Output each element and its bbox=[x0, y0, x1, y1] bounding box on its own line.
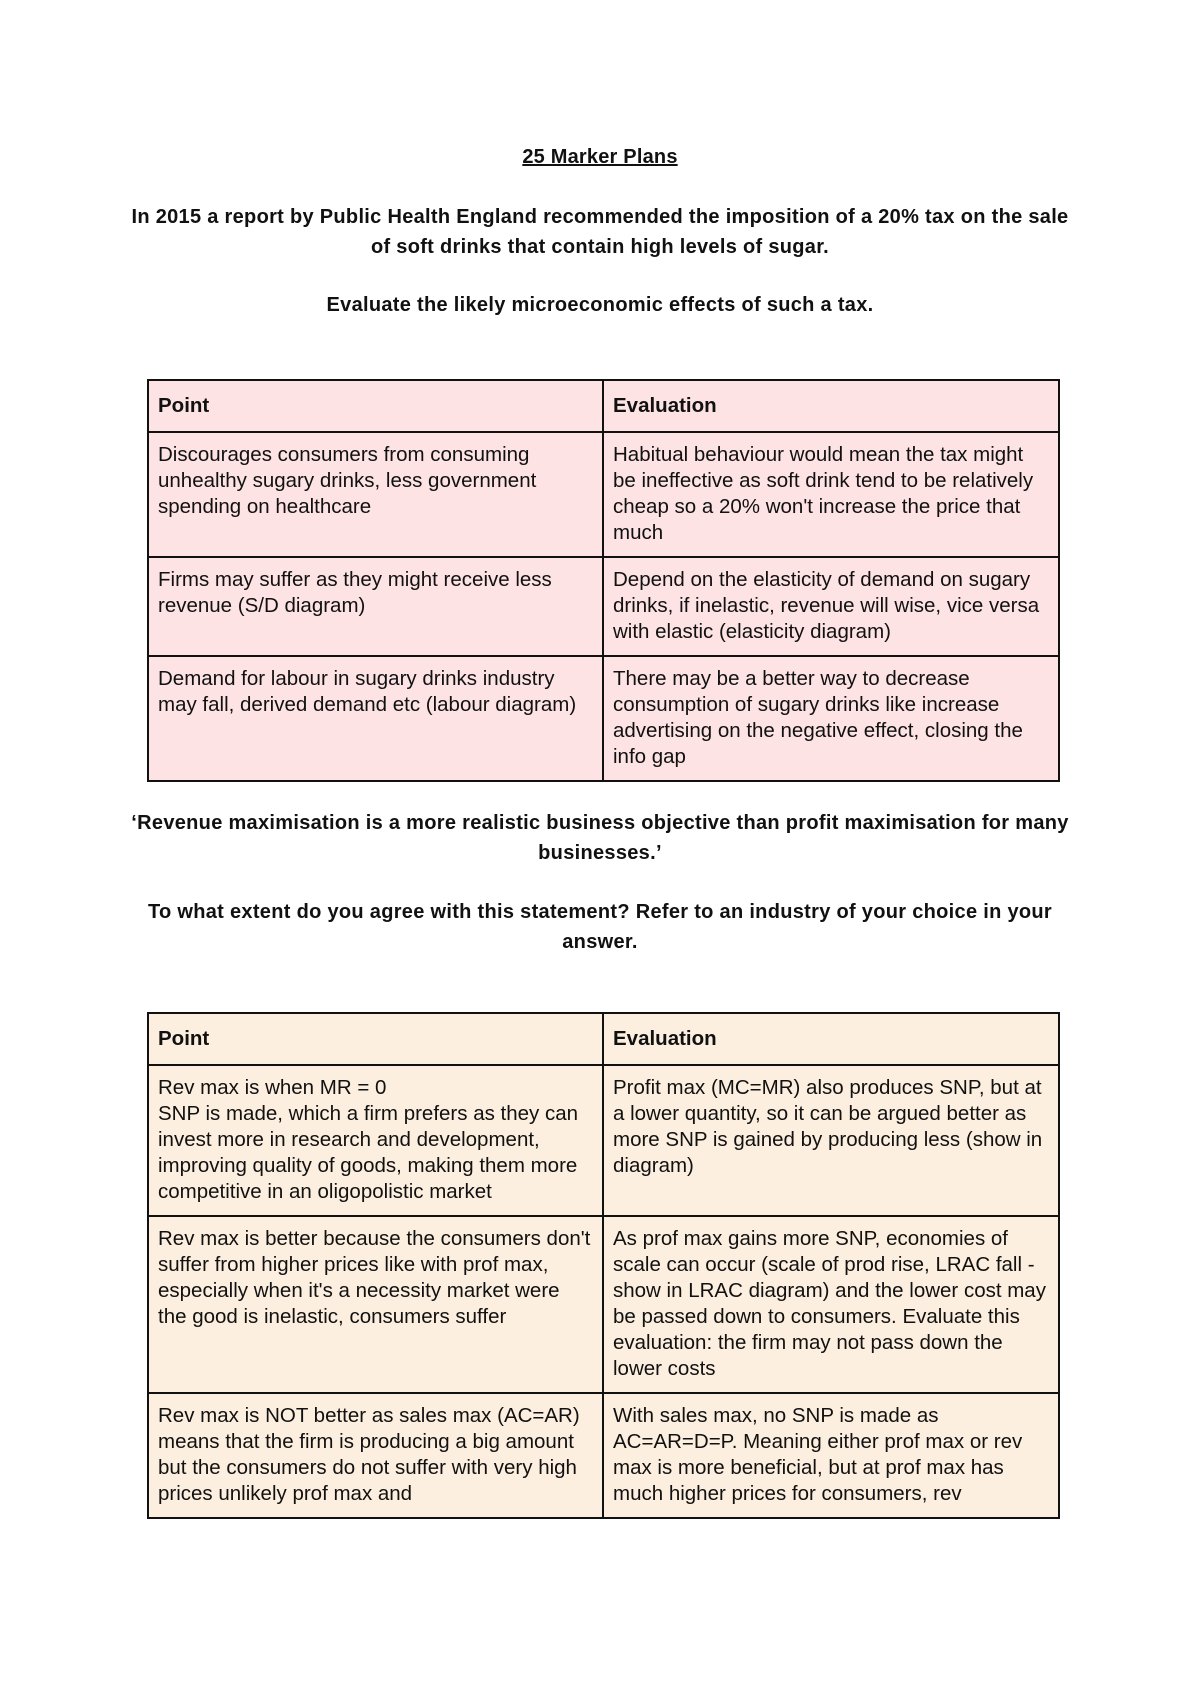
question1-task-text: Evaluate the likely microeconomic effects of such a tax. bbox=[326, 294, 874, 316]
point-cell: Rev max is better because the consumers don't suffer from higher prices like with prof max, especially when it's a necessity market were the good is inelastic, consumers suffer bbox=[148, 1216, 603, 1393]
question2-quote bbox=[120, 808, 1080, 868]
question2-quote-text: ‘Revenue maximisation is a more realistic business objective than profit maximisation for many businesses.’ bbox=[131, 812, 1069, 864]
column-header-point: Point bbox=[148, 380, 603, 432]
question2-task bbox=[120, 897, 1080, 957]
table-row bbox=[148, 557, 1059, 656]
table-row bbox=[148, 1216, 1059, 1393]
table-row bbox=[148, 656, 1059, 781]
column-header-evaluation: Evaluation bbox=[603, 380, 1059, 432]
point-cell: Firms may suffer as they might receive less revenue (S/D diagram) bbox=[148, 557, 603, 656]
evaluation-cell: Profit max (MC=MR) also produces SNP, but at a lower quantity, so it can be argued better as more SNP is gained by producing less (show in diagram) bbox=[603, 1065, 1059, 1216]
evaluation-cell: Depend on the elasticity of demand on sugary drinks, if inelastic, revenue will wise, vice versa with elastic (elasticity diagram) bbox=[603, 557, 1059, 656]
question2-plan-table bbox=[147, 1012, 1060, 1519]
question1-context-text: In 2015 a report by Public Health England recommended the imposition of a 20% tax on the sale of soft drinks that contain high levels of sugar. bbox=[131, 206, 1069, 258]
point-cell: Rev max is when MR = 0 SNP is made, which a firm prefers as they can invest more in research and development, improving quality of goods, making them more competitive in an oligopolistic market bbox=[148, 1065, 603, 1216]
column-header-point: Point bbox=[148, 1013, 603, 1065]
table-row bbox=[148, 432, 1059, 557]
table-header-row bbox=[148, 1013, 1059, 1065]
question1-task bbox=[120, 290, 1080, 320]
evaluation-cell: With sales max, no SNP is made as AC=AR=D=P. Meaning either prof max or rev max is more beneficial, but at prof max has much higher prices for consumers, rev bbox=[603, 1393, 1059, 1518]
evaluation-cell: As prof max gains more SNP, economies of scale can occur (scale of prod rise, LRAC fall - show in LRAC diagram) and the lower cost may be passed down to consumers. Evaluate this evaluation: the firm may not pass down the lower costs bbox=[603, 1216, 1059, 1393]
table-header-row bbox=[148, 380, 1059, 432]
evaluation-cell: Habitual behaviour would mean the tax might be ineffective as soft drink tend to be relatively cheap so a 20% won't increase the price that much bbox=[603, 432, 1059, 557]
column-header-evaluation: Evaluation bbox=[603, 1013, 1059, 1065]
question1-plan-table bbox=[147, 379, 1060, 782]
table-row bbox=[148, 1065, 1059, 1216]
question2-task-text: To what extent do you agree with this statement? Refer to an industry of your choice in your answer. bbox=[147, 901, 1052, 953]
page-title: 25 Marker Plans bbox=[522, 146, 678, 168]
evaluation-cell: There may be a better way to decrease consumption of sugary drinks like increase advertising on the negative effect, closing the info gap bbox=[603, 656, 1059, 781]
point-cell: Discourages consumers from consuming unhealthy sugary drinks, less government spending on healthcare bbox=[148, 432, 603, 557]
question1-context bbox=[120, 202, 1080, 262]
point-cell: Demand for labour in sugary drinks industry may fall, derived demand etc (labour diagram) bbox=[148, 656, 603, 781]
table-row bbox=[148, 1393, 1059, 1518]
point-cell: Rev max is NOT better as sales max (AC=AR) means that the firm is producing a big amount but the consumers do not suffer with very high prices unlikely prof max and bbox=[148, 1393, 603, 1518]
